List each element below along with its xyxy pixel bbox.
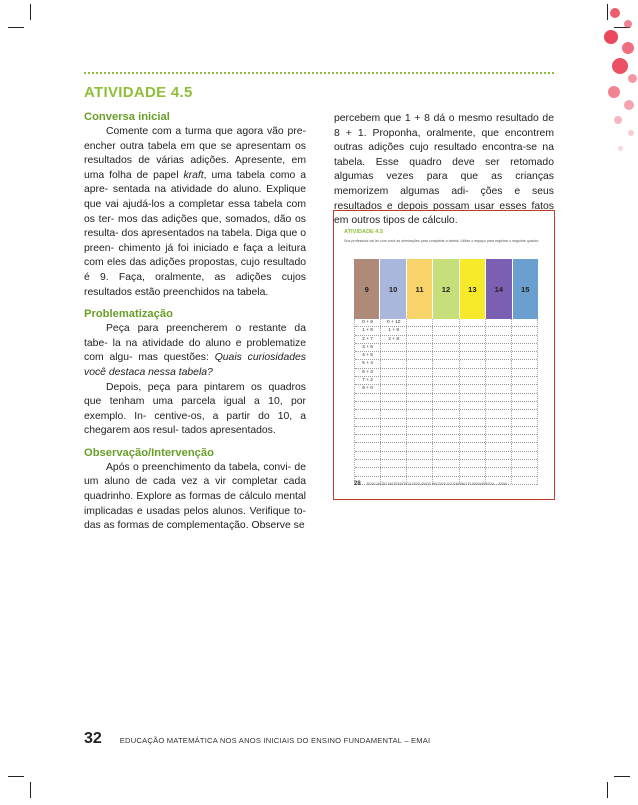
paragraph-conversa: Comente com a turma que agora vão pre- encher outra tabela em que se apresentam os resultados de várias adições. Apresente, em uma folha de papel kraft, uma tabela como a apre- sentada na atividade do aluno. Explique que vai ajudá-los a completar essa tabela com os ter- mos das adições que, somados, dão os resulta- dos apresentados na tabela. Diga que o preen- chimento já foi iniciado e faça a leitura com eles das adições propostas, cujo resultado é 9. Faça, oralmente, as adições cujos resultados estão preenchidos na tabela.	[84, 126, 306, 298]
table-cell	[355, 468, 381, 475]
table-cell	[460, 435, 486, 442]
crop-mark	[614, 776, 630, 777]
table-cell	[512, 385, 537, 392]
table-cell	[460, 385, 486, 392]
table-row	[355, 344, 537, 352]
table-cell	[355, 402, 381, 409]
table-cell	[512, 410, 537, 417]
table-cell	[355, 435, 381, 442]
table-cell	[460, 319, 486, 326]
table-cell	[460, 352, 486, 359]
table-cell	[486, 360, 512, 367]
table-cell	[407, 419, 433, 426]
table-cell: 4 + 5	[355, 352, 381, 359]
table-cell: 2 + 7	[355, 336, 381, 343]
table-cell	[381, 369, 407, 376]
figure-footer-text: EDUCAÇÃO MATEMÁTICA NOS ANOS INICIAIS DO ENSINO FUNDAMENTAL – EMAI	[366, 482, 508, 486]
table-cell	[407, 452, 433, 459]
table-cell: 1 + 9	[381, 327, 407, 334]
table-cell	[381, 344, 407, 351]
table-header-cell: 9	[354, 259, 380, 319]
table-cell	[486, 369, 512, 376]
paragraph-pintar: Depois, peça para pintarem os quadros que tenham uma parcela igual a 10, por exemplo. In- centive-os, a partir do 10, a chegarem aos resul- tados apresentados.	[84, 381, 306, 437]
table-cell	[460, 327, 486, 334]
table-cell	[512, 369, 537, 376]
table-row	[355, 410, 537, 418]
table-cell	[407, 344, 433, 351]
table-cell	[512, 360, 537, 367]
footer-text: EDUCAÇÃO MATEMÁTICA NOS ANOS INICIAIS DO ENSINO FUNDAMENTAL – EMAI	[119, 736, 431, 745]
table-row	[355, 319, 537, 327]
table-cell	[512, 460, 537, 467]
page-number: 32	[84, 730, 102, 747]
table-cell	[460, 369, 486, 376]
table-cell	[486, 410, 512, 417]
table-cell	[512, 377, 537, 384]
crop-mark	[8, 27, 24, 28]
table-cell	[460, 410, 486, 417]
table-cell	[460, 468, 486, 475]
table-cell	[381, 360, 407, 367]
heading-conversa-inicial: Conversa inicial	[84, 111, 170, 123]
table-cell	[407, 352, 433, 359]
table-cell: 1 + 8	[355, 327, 381, 334]
table-cell	[512, 352, 537, 359]
figure-footer	[354, 481, 507, 487]
table-header-cell: 15	[513, 259, 538, 319]
table-cell	[407, 377, 433, 384]
table-cell	[381, 427, 407, 434]
table-cell	[486, 319, 512, 326]
table-cell	[355, 419, 381, 426]
table-row	[355, 394, 537, 402]
table-cell	[460, 344, 486, 351]
table-cell	[512, 427, 537, 434]
table-cell	[512, 443, 537, 450]
table-cell	[486, 427, 512, 434]
table-row	[355, 327, 537, 335]
table-cell	[433, 385, 459, 392]
table-row	[355, 402, 537, 410]
table-cell	[512, 477, 537, 484]
paragraph-observacao: Após o preenchimento da tabela, convi- de um aluno de cada vez a vir completar cada quadrinho. Explore as formas de cálculo mental implicadas e usadas pelos alunos. Verifique to- das as formas de complementação. Observe se	[84, 461, 306, 532]
table-row	[355, 419, 537, 427]
table-cell	[407, 410, 433, 417]
table-row	[355, 460, 537, 468]
table-cell	[407, 427, 433, 434]
table-cell	[433, 360, 459, 367]
table-cell	[433, 402, 459, 409]
heading-observacao: Observação/Intervenção	[84, 446, 214, 459]
table-cell	[433, 352, 459, 359]
table-header-cell: 12	[433, 259, 459, 319]
table-cell	[460, 394, 486, 401]
table-cell	[407, 369, 433, 376]
table-cell: 7 + 2	[355, 377, 381, 384]
decorative-dots	[590, 0, 638, 170]
table-cell	[433, 460, 459, 467]
table-cell	[433, 369, 459, 376]
table-cell	[407, 394, 433, 401]
table-cell	[512, 419, 537, 426]
table-cell	[486, 336, 512, 343]
table-cell	[433, 468, 459, 475]
table-row	[355, 336, 537, 344]
table-cell	[512, 319, 537, 326]
heading-problematizacao: Problematização	[84, 308, 173, 321]
table-cell	[486, 402, 512, 409]
table-cell	[407, 336, 433, 343]
table-cell	[486, 443, 512, 450]
table-cell	[433, 394, 459, 401]
table-cell	[512, 344, 537, 351]
table-cell	[512, 336, 537, 343]
table-cell	[355, 443, 381, 450]
table-cell	[407, 385, 433, 392]
table-cell	[460, 419, 486, 426]
table-cell	[407, 435, 433, 442]
table-cell	[486, 385, 512, 392]
table-cell	[486, 460, 512, 467]
table-cell	[433, 427, 459, 434]
table-cell	[433, 319, 459, 326]
table-cell	[381, 419, 407, 426]
table-cell	[381, 452, 407, 459]
table-cell	[512, 394, 537, 401]
table-cell	[433, 336, 459, 343]
section-divider	[84, 72, 554, 74]
paragraph-problematizacao: Peça para preencherem o restante da tabe- la na atividade do aluno e problematize com algu- mas questões: Quais curiosidades você destaca nessa tabela?	[84, 323, 306, 378]
table-cell	[355, 427, 381, 434]
student-page-figure	[333, 210, 555, 500]
table-cell	[486, 352, 512, 359]
table-cell	[460, 402, 486, 409]
table-cell	[355, 394, 381, 401]
table-cell	[460, 443, 486, 450]
left-column	[84, 110, 306, 534]
table-cell	[355, 460, 381, 467]
table-cell: 3 + 6	[355, 344, 381, 351]
table-cell: 5 + 4	[355, 360, 381, 367]
table-body	[354, 319, 538, 485]
figure-page-number: 28	[354, 481, 361, 487]
activity-title: ATIVIDADE 4.5	[84, 84, 193, 101]
table-cell	[355, 452, 381, 459]
figure-activity-title: ATIVIDADE 4.5	[344, 229, 384, 235]
table-cell: 0 + 10	[381, 319, 407, 326]
table-row	[355, 443, 537, 451]
table-row	[355, 352, 537, 360]
table-cell	[381, 443, 407, 450]
table-cell	[381, 394, 407, 401]
table-cell	[512, 468, 537, 475]
table-cell	[486, 452, 512, 459]
table-row	[355, 468, 537, 476]
table-cell	[512, 452, 537, 459]
table-cell	[381, 385, 407, 392]
table-cell	[433, 419, 459, 426]
table-cell	[433, 327, 459, 334]
table-cell	[381, 435, 407, 442]
crop-mark	[30, 782, 31, 798]
table-row	[355, 385, 537, 393]
table-cell	[512, 402, 537, 409]
table-cell	[381, 460, 407, 467]
table-header-row	[354, 259, 538, 319]
crop-mark	[30, 4, 31, 20]
table-cell	[460, 427, 486, 434]
table-row	[355, 369, 537, 377]
table-cell	[486, 344, 512, 351]
figure-instruction: Sua professora vai ler com você as orientações para completar a tabela. Utilize o espaço para registrar o seguinte quadro:	[344, 239, 539, 243]
table-cell	[460, 360, 486, 367]
table-row	[355, 377, 537, 385]
table-cell	[433, 410, 459, 417]
crop-mark	[8, 776, 24, 777]
table-cell	[486, 327, 512, 334]
table-cell	[433, 435, 459, 442]
table-row	[355, 435, 537, 443]
table-cell	[486, 468, 512, 475]
table-header-cell: 13	[460, 259, 486, 319]
table-cell	[407, 319, 433, 326]
table-cell	[407, 468, 433, 475]
table-cell	[460, 460, 486, 467]
table-row	[355, 452, 537, 460]
table-cell	[433, 377, 459, 384]
table-cell	[381, 410, 407, 417]
addition-table	[354, 259, 538, 485]
table-cell	[512, 327, 537, 334]
table-cell: 6 + 3	[355, 369, 381, 376]
table-cell	[433, 443, 459, 450]
table-cell: 2 + 8	[381, 336, 407, 343]
table-header-cell: 11	[407, 259, 433, 319]
crop-mark	[607, 782, 608, 798]
table-row	[355, 427, 537, 435]
table-cell: 9 + 0	[355, 385, 381, 392]
table-header-cell: 14	[486, 259, 512, 319]
page-footer	[84, 730, 430, 748]
paragraph-continuation: percebem que 1 + 8 dá o mesmo resultado de 8 + 1. Proponha, oralmente, que encontrem outras adições cujo resultado encontra-se na tabela. Esse quadro deve ser retomado algumas vezes para que as crianças memorizem algumas adi- ções e seus resultados e depois possam usar esses fatos em outros tipos de cálculo.	[334, 113, 554, 227]
table-cell	[460, 336, 486, 343]
table-cell	[407, 460, 433, 467]
table-cell	[407, 402, 433, 409]
table-cell	[460, 377, 486, 384]
table-cell	[355, 410, 381, 417]
table-cell	[407, 327, 433, 334]
table-row	[355, 360, 537, 368]
table-header-cell: 10	[380, 259, 406, 319]
table-cell	[486, 394, 512, 401]
table-cell	[460, 452, 486, 459]
table-cell	[512, 435, 537, 442]
table-cell	[433, 452, 459, 459]
table-cell	[381, 377, 407, 384]
table-cell	[381, 352, 407, 359]
table-cell	[486, 435, 512, 442]
table-cell	[486, 377, 512, 384]
table-cell	[407, 360, 433, 367]
table-cell	[407, 443, 433, 450]
table-cell: 0 + 9	[355, 319, 381, 326]
table-cell	[381, 468, 407, 475]
table-cell	[381, 402, 407, 409]
table-cell	[486, 419, 512, 426]
table-cell	[433, 344, 459, 351]
